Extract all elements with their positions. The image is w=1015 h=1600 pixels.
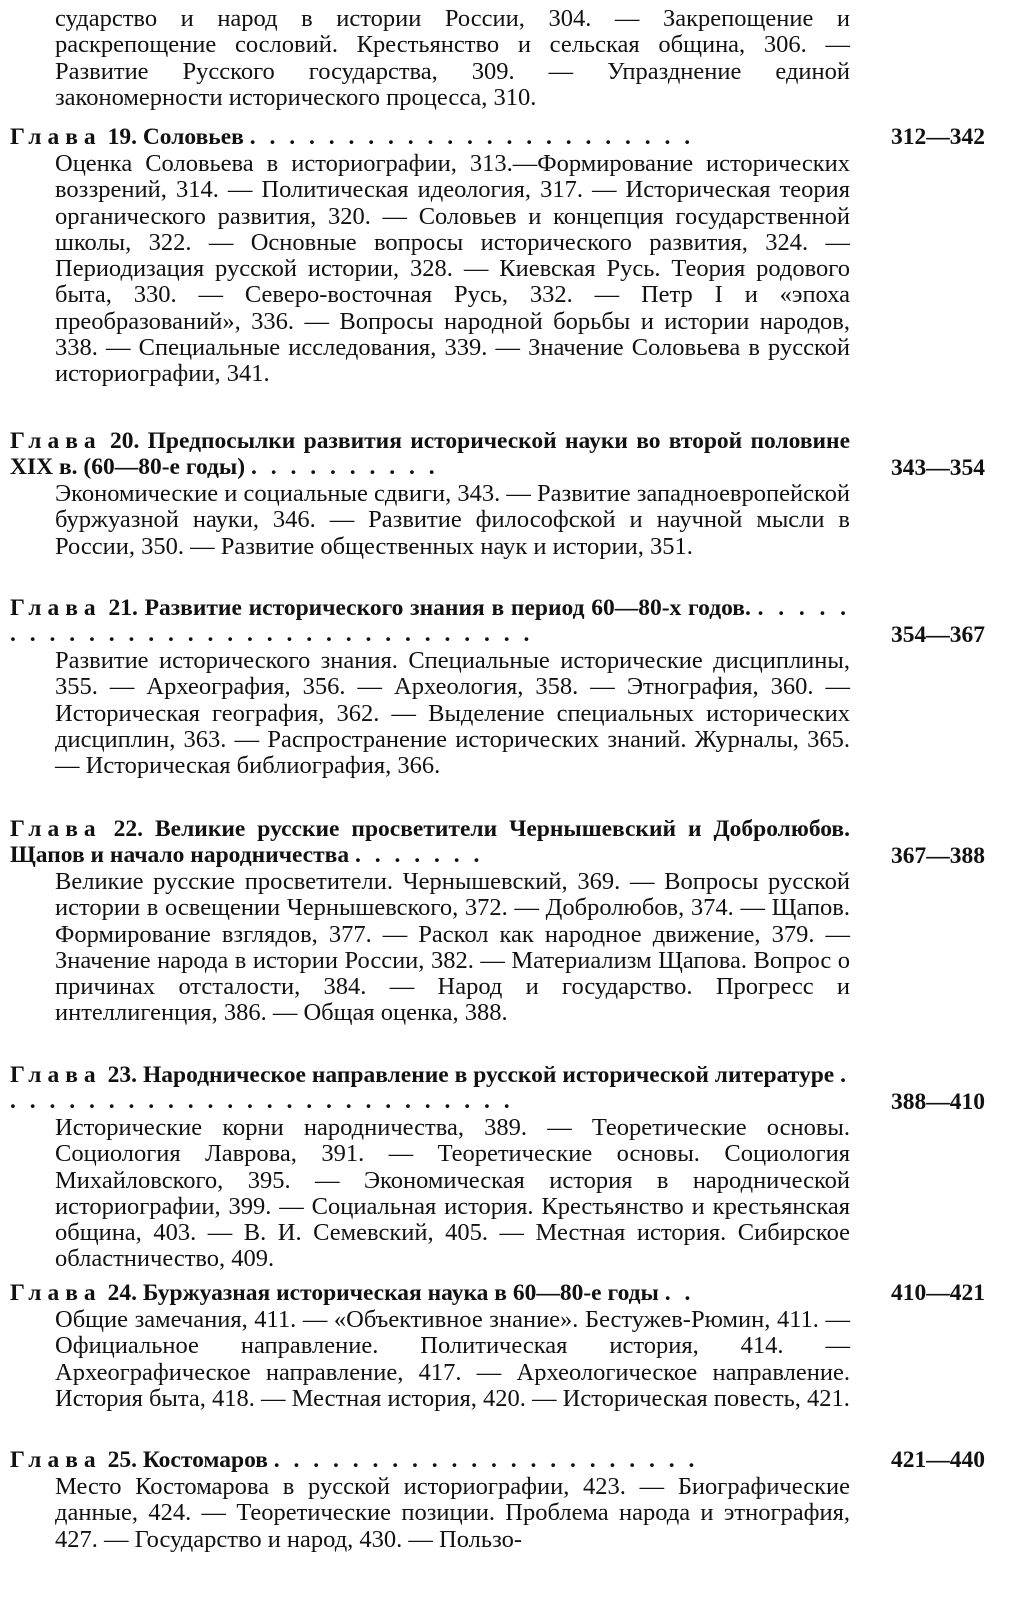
chapter-title: Народническое направление в русской исторической литературе	[142, 1062, 835, 1088]
chapter-summary: Место Костомарова в русской историографии, 423. — Биографические данные, 424. — Теоретические позиции. Проблема народа и этнография, 427. — Государство и народ, 430. — Пользо-	[55, 1473, 850, 1553]
chapter-title: Соловьев	[142, 124, 244, 150]
chapter-label: Глава	[10, 124, 102, 150]
chapter-label: Глава	[10, 1062, 102, 1088]
chapter-heading	[10, 428, 850, 481]
page-range: 343—354	[891, 455, 985, 481]
page-range: 367—388	[891, 843, 985, 869]
chapter-summary: Оценка Соловьева в историографии, 313.—Формирование исторических воззрений, 314. — Политическая идеология, 317. — Историческая теория органического развития, 320. — Соловьев и концепция государственной школы, 322. — Основные вопросы исторического развития, 324. — Периодизация русской истории, 328. — Киевская Русь. Теория родового быта, 330. — Северо-восточная Русь, 332. — Петр I и «эпоха преобразований», 336. — Вопросы народной борьбы и истории народов, 338. — Специальные исследования, 339. — Значение Соловьева в русской историографии, 341.	[55, 150, 850, 388]
leader-dots: . . . . . . . . . . . . . . . . . . . . . . .	[249, 124, 695, 150]
leader-dots: . . . . . . .	[354, 842, 484, 869]
chapter-label: Глава	[10, 816, 102, 842]
leader-dots: . . . . . . . . . .	[250, 454, 439, 481]
page-range: 354—367	[891, 622, 985, 648]
chapter-heading	[10, 1280, 850, 1306]
chapter-heading	[10, 595, 850, 648]
chapter-title: Костомаров	[142, 1447, 268, 1473]
chapter-number: 19.	[107, 124, 137, 150]
chapter-heading	[10, 816, 850, 869]
leader-dots: . .	[664, 1280, 695, 1306]
chapter-title: Великие русские просветители Чернышевский и Добролюбов. Щапов и начало народничества	[10, 816, 850, 869]
chapter-number: 22.	[113, 816, 144, 842]
chapter-label: Глава	[10, 595, 102, 621]
chapter-summary: Общие замечания, 411. — «Объективное знание». Бестужев-Рюмин, 411. — Официальное направление. Политическая история, 414. — Археографическое направление, 417. — Археологическое направление. История быта, 418. — Местная история, 420. — Историческая повесть, 421.	[55, 1306, 850, 1412]
chapter-label: Глава	[10, 1280, 102, 1306]
chapter-summary: Исторические корни народничества, 389. — Теоретические основы. Социология Лаврова, 391. — Теоретические основы. Социология Михайловского, 395. — Экономическая история в народнической историографии, 399. — Социальная история. Крестьянство и крестьянская община, 403. — В. И. Семевский, 405. — Местная история. Сибирское областничество, 409.	[55, 1114, 850, 1273]
chapter-heading	[10, 124, 850, 150]
chapter-summary: Экономические и социальные сдвиги, 343. — Развитие западноевропейской буржуазной науки, 346. — Развитие философской и научной мысли в России, 350. — Развитие общественных наук и истории, 351.	[55, 480, 850, 560]
leader-dots: . . . . . . . . . . . . . . . . . . . . . .	[273, 1447, 699, 1473]
chapter-label: Глава	[10, 1447, 102, 1473]
intro-paragraph: сударство и народ в истории России, 304. — Закрепощение и раскрепощение сословий. Крестьянство и сельская община, 306. — Развитие Русского государства, 309. — Упразднение единой закономерности исторического процесса, 310.	[55, 5, 850, 111]
page-range: 421—440	[891, 1447, 985, 1473]
chapter-heading	[10, 1447, 850, 1473]
chapter-number: 21.	[108, 595, 138, 621]
chapter-number: 20.	[109, 428, 140, 454]
chapter-title: Развитие исторического знания в период 60—80-х годов.	[144, 595, 751, 621]
chapter-number: 25.	[107, 1447, 137, 1473]
chapter-title: Предпосылки развития исторической науки во второй половине XIX в. (60—80-е годы)	[10, 428, 851, 481]
chapter-label: Глава	[10, 428, 102, 454]
page-range: 388—410	[891, 1089, 985, 1115]
chapter-title: Буржуазная историческая наука в 60—80-е годы	[142, 1280, 659, 1306]
leader-dots: . . . . . . . . . . . . . . . . . . . . . . . . . . . . . . . .	[10, 595, 851, 648]
leader-dots: . . . . . . . . . . . . . . . . . . . . . . . . . . .	[10, 1062, 851, 1115]
page-range: 410—421	[891, 1280, 985, 1306]
chapter-heading	[10, 1062, 850, 1115]
chapter-number: 23.	[107, 1062, 138, 1088]
chapter-summary: Великие русские просветители. Чернышевский, 369. — Вопросы русской истории в освещении Чернышевского, 372. — Добролюбов, 374. — Щапов. Формирование взглядов, 377. — Раскол как народное движение, 379. — Значение народа в истории России, 382. — Материализм Щапова. Вопрос о причинах отсталости, 384. — Народ и государство. Прогресс и интеллигенция, 386. — Общая оценка, 388.	[55, 868, 850, 1027]
chapter-number: 24.	[107, 1280, 137, 1306]
chapter-summary: Развитие исторического знания. Специальные исторические дисциплины, 355. — Археография, 356. — Археология, 358. — Этнография, 360. — Историческая география, 362. — Выделение специальных исторических дисциплин, 363. — Распространение исторических знаний. Журналы, 365. — Историческая библиография, 366.	[55, 647, 850, 780]
page-range: 312—342	[891, 124, 985, 150]
